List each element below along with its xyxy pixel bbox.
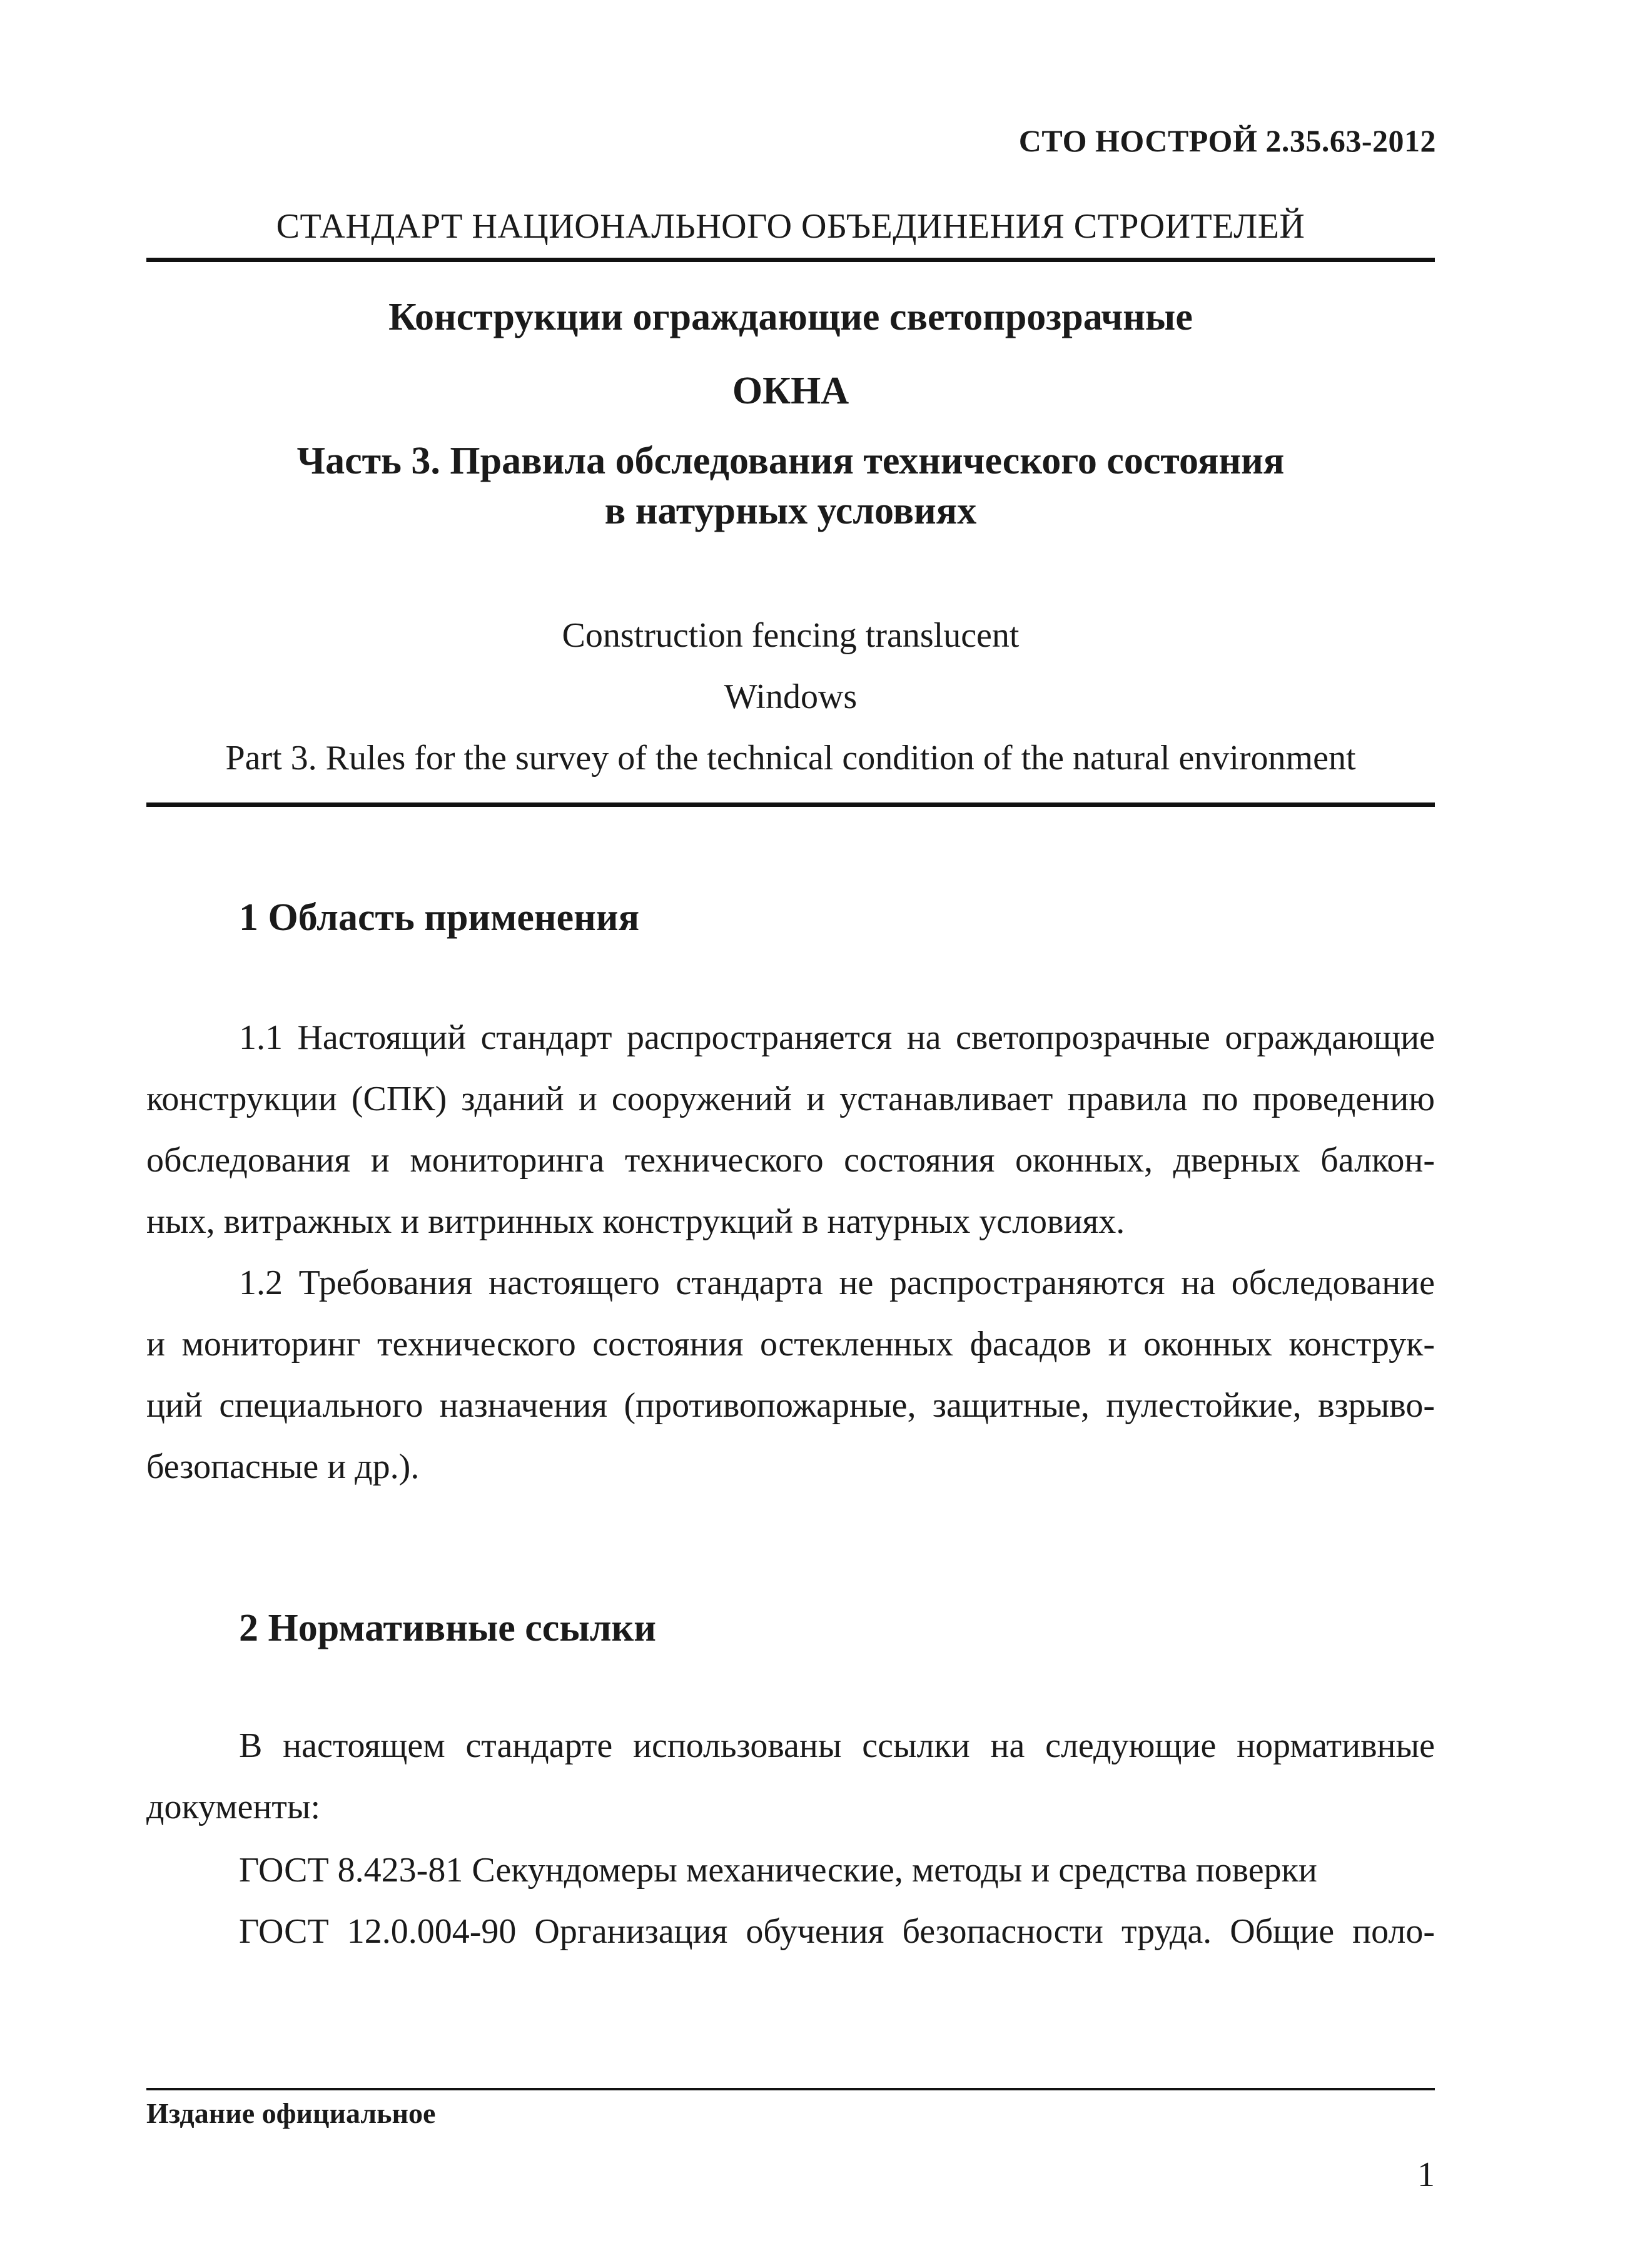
official-edition-label: Издание официальное xyxy=(146,2097,436,2129)
normative-reference-2: ГОСТ 12.0.004-90 Организация обучения безопасности труда. Общие поло- xyxy=(239,1912,1435,1951)
paragraph-line: конструкции (СПК) зданий и сооружений и устанавливает правила по проведению xyxy=(146,1080,1435,1118)
section-1-paragraph-2 xyxy=(146,1252,1435,1497)
header-divider xyxy=(146,258,1435,262)
document-code: СТО НОСТРОЙ 2.35.63-2012 xyxy=(1018,123,1436,158)
paragraph-line: 1.2 Требования настоящего стандарта не распространяются на обследование xyxy=(239,1263,1435,1302)
page-number: 1 xyxy=(1417,2155,1435,2194)
title-divider xyxy=(146,802,1435,807)
paragraph-line: обследования и мониторинга технического состояния оконных, дверных балкон- xyxy=(146,1141,1435,1180)
title-ru-line-2: ОКНА xyxy=(732,370,849,412)
section-2-intro xyxy=(146,1715,1435,1838)
section-1-heading: 1 Область применения xyxy=(239,896,640,939)
section-2-heading: 2 Нормативные ссылки xyxy=(239,1607,656,1649)
paragraph-line: 1.1 Настоящий стандарт распространяется на светопрозрачные ограждающие xyxy=(239,1018,1435,1057)
organization-title: СТАНДАРТ НАЦИОНАЛЬНОГО ОБЪЕДИНЕНИЯ СТРОИТЕЛЕЙ xyxy=(276,207,1305,246)
paragraph-line: и мониторинг технического состояния остекленных фасадов и оконных конструк- xyxy=(146,1325,1435,1364)
section-1-paragraph-1 xyxy=(146,1007,1435,1252)
title-ru-line-1: Конструкции ограждающие светопрозрачные xyxy=(388,296,1193,338)
title-en-line-2: Windows xyxy=(724,677,858,716)
paragraph-line: безопасные и др.). xyxy=(146,1447,420,1486)
title-ru-line-3: Часть 3. Правила обследования технического состояния xyxy=(296,440,1285,482)
title-en-line-3: Part 3. Rules for the survey of the technical condition of the natural environment xyxy=(225,739,1356,777)
paragraph-line: ций специального назначения (противопожарные, защитные, пулестойкие, взрыво- xyxy=(146,1386,1435,1425)
paragraph-line: документы: xyxy=(146,1788,321,1826)
title-en-line-1: Construction fencing translucent xyxy=(562,616,1020,655)
footer-divider xyxy=(146,2088,1435,2090)
title-ru-line-4: в натурных условиях xyxy=(604,490,977,532)
paragraph-line: ных, витражных и витринных конструкций в натурных условиях. xyxy=(146,1202,1125,1241)
paragraph-line: В настоящем стандарте использованы ссылки на следующие нормативные xyxy=(239,1726,1435,1765)
normative-reference-1: ГОСТ 8.423-81 Секундомеры механические, методы и средства поверки xyxy=(239,1851,1317,1890)
